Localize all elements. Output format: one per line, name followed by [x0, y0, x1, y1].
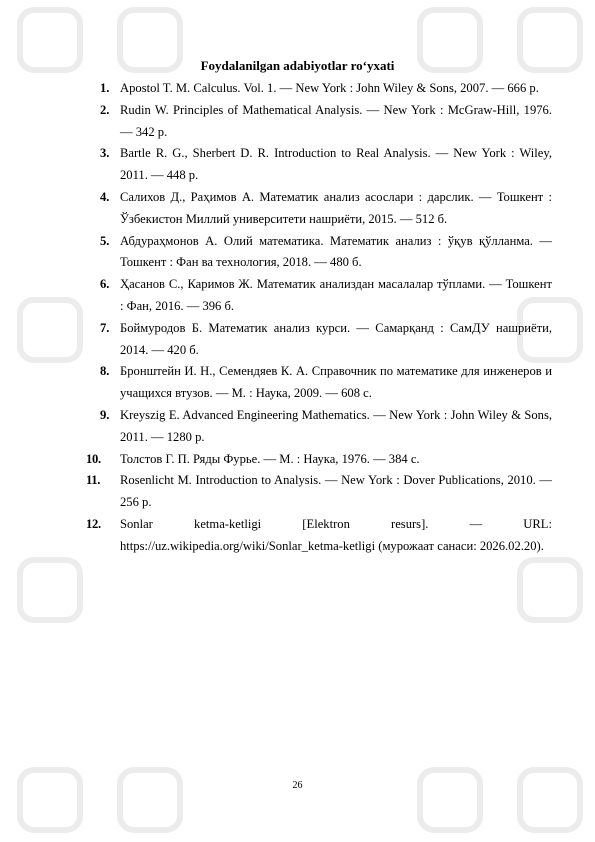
reference-text: Rudin W. Principles of Mathematical Analysis. — New York : McGraw-Hill, 1976. — 342 p.: [120, 102, 552, 139]
reference-item: [86, 274, 552, 318]
reference-text: Абдураҳмонов А. Олий математика. Математик анализ : ўқув қўлланма. — Тошкент : Фан ва технология, 2018. — 480 б.: [120, 233, 552, 270]
reference-item: [86, 514, 552, 558]
reference-number: 6.: [100, 277, 110, 292]
reference-text: Apostol T. M. Calculus. Vol. 1. — New York : John Wiley & Sons, 2007. — 666 p.: [120, 81, 539, 95]
reference-item: [86, 100, 552, 144]
reference-text: Ҳасанов С., Каримов Ж. Математик анализдан масалалар тўплами. — Тошкент : Фан, 2016. — 396 б.: [120, 277, 552, 313]
reference-number: 2.: [100, 102, 110, 117]
reference-item: [86, 405, 552, 449]
reference-text: Боймуродов Б. Математик анализ курси. — Самарқанд : СамДУ нашриёти, 2014. — 420 б.: [120, 320, 552, 357]
reference-number: 1.: [100, 81, 110, 95]
reference-number: 8.: [100, 364, 110, 379]
reference-item: [86, 231, 552, 275]
reference-text: Rosenlicht M. Introduction to Analysis. — New York : Dover Publications, 2010. — 256 p.: [120, 473, 552, 510]
reference-text: Бронштейн И. Н., Семендяев К. А. Справочник по математике для инженеров и учащихся втузов. — М. : Наука, 2009. — 608 с.: [120, 364, 552, 401]
reference-text: Салихов Д., Раҳимов А. Математик анализ асослари : дарслик. — Тошкент : Ўзбекистон Миллий университети нашриёти, 2015. — 512 б.: [120, 189, 552, 226]
reference-item: [86, 361, 552, 405]
reference-text: Sonlar ketma-ketligi [Elektron resurs]. — URL: https://uz.wikipedia.org/wiki/Sonlar_ketma-ketligi (мурожаат санаси: 2026.02.20).: [120, 516, 552, 553]
reference-number: 9.: [100, 407, 110, 422]
reference-text: Kreyszig E. Advanced Engineering Mathematics. — New York : John Wiley & Sons, 2011. — 1280 p.: [120, 407, 552, 444]
reference-number: 3.: [100, 146, 110, 161]
reference-number: 12.: [86, 516, 101, 531]
reference-item: [86, 470, 552, 514]
reference-number: 10.: [86, 451, 101, 466]
reference-item: [86, 318, 552, 362]
reference-number: 7.: [100, 320, 110, 335]
reference-number: 11.: [86, 473, 101, 488]
page-title: Foydalanilgan adabiyotlar ro‘yxati: [200, 58, 395, 73]
reference-text: Толстов Г. П. Ряды Фурье. — М. : Наука, 1976. — 384 с.: [120, 451, 420, 466]
reference-list: [86, 78, 552, 558]
reference-item: [86, 449, 552, 471]
reference-item: [86, 143, 552, 187]
reference-number: 4.: [100, 189, 110, 204]
page-number: 26: [292, 780, 303, 791]
reference-number: 5.: [100, 233, 110, 248]
reference-item: [86, 187, 552, 231]
reference-item: [86, 78, 552, 100]
reference-text: Bartle R. G., Sherbert D. R. Introduction to Real Analysis. — New York : Wiley, 2011. — 448 p.: [120, 146, 552, 183]
